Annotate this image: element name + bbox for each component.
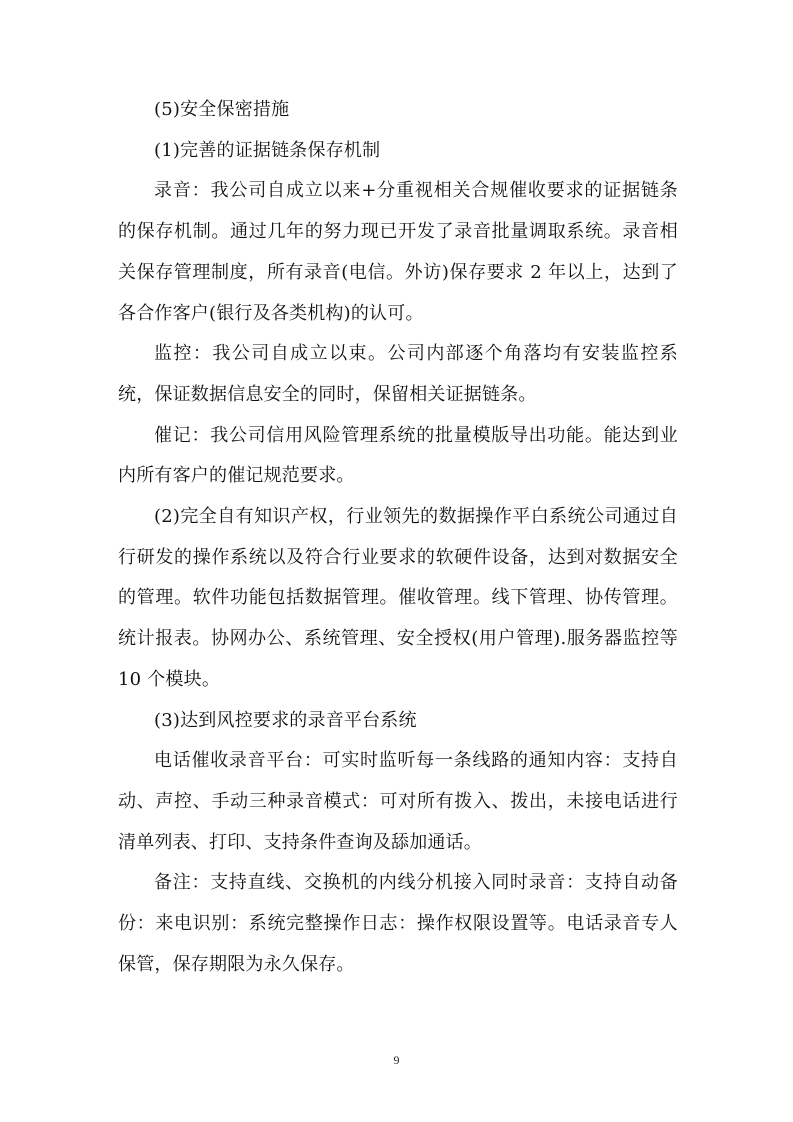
subheading-recording-platform: (3)达到风控要求的录音平台系统: [154, 709, 417, 731]
heading-security-measures: (5)安全保密措施: [154, 99, 290, 120]
paragraph-recording: 录音：我公司自成立以来+分重视相关合规催收要求的证据链条的保存机制。通过几年的努力现已开发了录音批量调取系统。录音相关保存管理制度，所有录音(电信。外访)保存要求 2 年以上，达到了各合作客户(银行及各类机构)的认可。: [118, 180, 678, 324]
paragraph-collection-records: 催记：我公司信用风险管理系统的批量模版导出功能。能达到业内所有客户的催记规范要求。: [118, 424, 678, 487]
page-number: 9: [393, 1053, 400, 1067]
paragraph-intellectual-property: (2)完全自有知识产权，行业领先的数据操作平白系统公司通过自行研发的操作系统以及符合行业要求的软硬件设备，达到对数据安全的管理。软件功能包括数据管理。催收管理。线下管理、协传管理。统计报表。协网办公、系统管理、安全授权(用户管理).服务器监控等 10 个模块。: [118, 506, 678, 690]
paragraph-notes: 备注：支持直线、交换机的内线分机接入同时录音：支持自动备份：来电识别：系统完整操作日志：操作权限设置等。电话录音专人保管，保存期限为永久保存。: [118, 872, 678, 975]
paragraph-monitoring: 监控：我公司自成立以束。公司内部逐个角落均有安装监控系统，保证数据信息安全的同时，保留相关证据链条。: [118, 343, 678, 405]
document-body: [118, 90, 678, 985]
subheading-evidence-chain: (1)完善的证据链条保存机制: [154, 139, 381, 161]
paragraph-phone-recording-platform: 电话催收录音平台：可实时监听每一条线路的通知内容：支持自动、声控、手动三种录音模式：可对所有拨入、拨出，未接电话进行清单列表、打印、支持条件查询及舔加通话。: [118, 750, 678, 853]
